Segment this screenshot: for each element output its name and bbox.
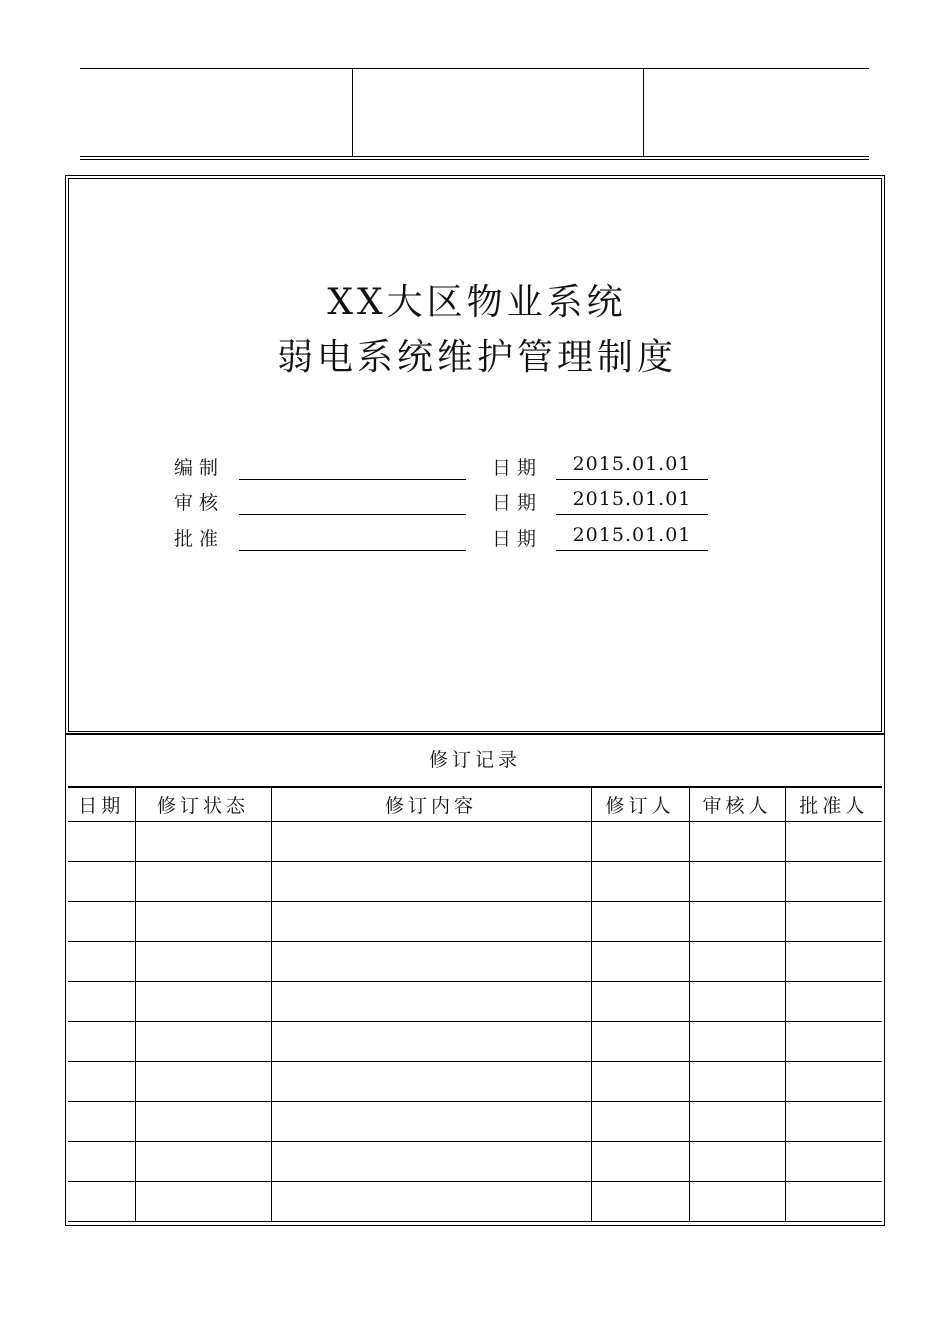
table-cell (785, 1062, 882, 1102)
column-header-status: 修订状态 (135, 788, 271, 822)
table-cell (591, 982, 689, 1022)
revision-record (65, 733, 885, 1226)
revision-table (68, 787, 882, 1222)
date-label: 日期 (492, 457, 543, 479)
table-cell (689, 942, 785, 982)
table-cell (68, 822, 135, 862)
table-cell (271, 1142, 591, 1182)
table-cell (68, 1062, 135, 1102)
table-cell (591, 902, 689, 942)
table-cell (785, 902, 882, 942)
revision-record-title: 修订记录 (68, 736, 882, 787)
document-title-line1: XX大区物业系统 (327, 282, 627, 323)
header-rule (80, 159, 869, 160)
table-cell (135, 982, 271, 1022)
header-strip (80, 68, 869, 159)
table-cell (68, 982, 135, 1022)
cover-inner-frame (68, 178, 882, 732)
table-cell (689, 1022, 785, 1062)
cover-frame (65, 175, 885, 735)
table-cell (135, 902, 271, 942)
date-value: 2015.01.01 (572, 488, 692, 510)
table-row (68, 942, 882, 982)
table-cell (271, 982, 591, 1022)
table-cell (591, 1022, 689, 1062)
date-line (556, 550, 708, 551)
signoff-label: 审核 (174, 492, 225, 514)
column-header-reviewer: 审核人 (689, 788, 785, 822)
table-cell (689, 1062, 785, 1102)
table-cell (591, 942, 689, 982)
table-cell (271, 1102, 591, 1142)
table-row (68, 1022, 882, 1062)
table-cell (591, 822, 689, 862)
table-cell (591, 1102, 689, 1142)
table-cell (68, 942, 135, 982)
signature-line (239, 550, 466, 551)
signoff-label: 编制 (174, 457, 225, 479)
signature-line (239, 514, 466, 515)
date-value: 2015.01.01 (572, 453, 692, 475)
table-cell (591, 1142, 689, 1182)
date-line (556, 514, 708, 515)
table-cell (591, 1062, 689, 1102)
table-cell (68, 1142, 135, 1182)
table-cell (271, 942, 591, 982)
table-cell (785, 1022, 882, 1062)
signoff-row-prepared (69, 449, 885, 485)
column-header-content: 修订内容 (271, 788, 591, 822)
table-cell (689, 862, 785, 902)
table-cell (68, 1102, 135, 1142)
table-row (68, 1102, 882, 1142)
date-label: 日期 (492, 528, 543, 550)
document-title-line2: 弱电系统维护管理制度 (276, 337, 677, 378)
table-cell (68, 1182, 135, 1222)
table-cell (135, 1062, 271, 1102)
table-cell (135, 862, 271, 902)
table-row (68, 1062, 882, 1102)
table-cell (135, 1102, 271, 1142)
table-cell (689, 1142, 785, 1182)
table-cell (135, 1142, 271, 1182)
table-cell (68, 1022, 135, 1062)
table-cell (68, 862, 135, 902)
table-cell (689, 1182, 785, 1222)
table-row (68, 902, 882, 942)
header-divider (352, 69, 353, 157)
table-cell (271, 862, 591, 902)
table-row (68, 862, 882, 902)
table-row (68, 1182, 882, 1222)
table-cell (135, 942, 271, 982)
table-header-row (68, 788, 882, 822)
signature-line (239, 479, 466, 480)
table-row (68, 982, 882, 1022)
header-divider (643, 69, 644, 157)
table-cell (591, 862, 689, 902)
signoff-label: 批准 (174, 528, 225, 550)
date-line (556, 479, 708, 480)
table-cell (271, 902, 591, 942)
column-header-reviser: 修订人 (591, 788, 689, 822)
table-cell (271, 822, 591, 862)
date-value: 2015.01.01 (572, 524, 692, 546)
column-header-date: 日期 (68, 788, 135, 822)
table-cell (271, 1062, 591, 1102)
table-row (68, 1142, 882, 1182)
table-cell (591, 1182, 689, 1222)
table-cell (689, 1102, 785, 1142)
table-cell (689, 982, 785, 1022)
table-cell (135, 1022, 271, 1062)
table-cell (135, 822, 271, 862)
date-label: 日期 (492, 492, 543, 514)
table-cell (785, 862, 882, 902)
header-rule (80, 156, 869, 157)
table-cell (785, 982, 882, 1022)
signoff-row-approved (69, 520, 885, 556)
column-header-approver: 批准人 (785, 788, 882, 822)
table-row (68, 822, 882, 862)
table-cell (68, 902, 135, 942)
signoff-row-reviewed (69, 484, 885, 520)
table-cell (689, 902, 785, 942)
table-cell (785, 942, 882, 982)
table-cell (135, 1182, 271, 1222)
table-cell (785, 822, 882, 862)
table-cell (271, 1182, 591, 1222)
table-cell (785, 1142, 882, 1182)
table-cell (271, 1022, 591, 1062)
table-cell (689, 822, 785, 862)
table-cell (785, 1102, 882, 1142)
table-cell (785, 1182, 882, 1222)
